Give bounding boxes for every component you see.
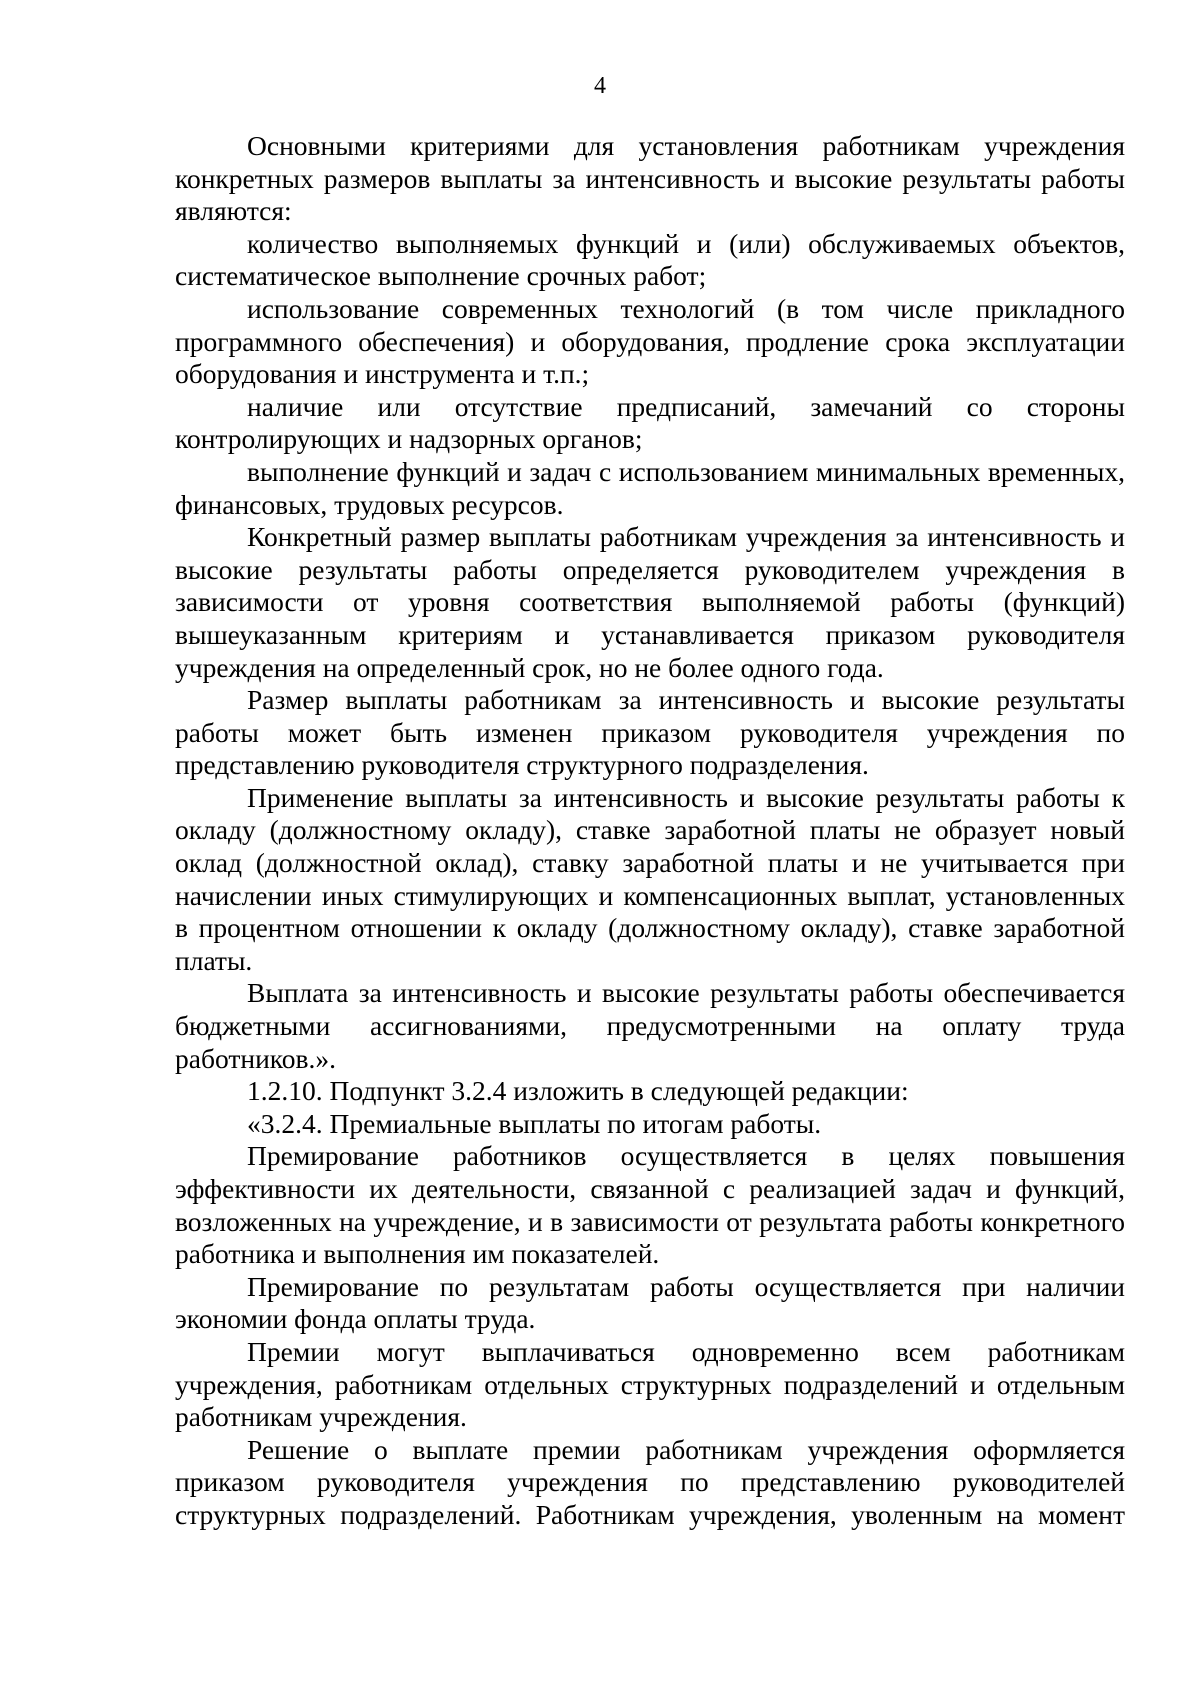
paragraph-bonus-savings: Премирование по результатам работы осуществляется при наличии экономии фонда оплаты труда. — [175, 1270, 1125, 1335]
paragraph-bonus-recipients: Премии могут выплачиваться одновременно всем работникам учреждения, работникам отдельных структурных подразделений и отдельным работникам учреждения. — [175, 1335, 1125, 1433]
paragraph-criteria-intro: Основными критериями для установления работникам учреждения конкретных размеров выплаты за интенсивность и высокие результаты работы являются: — [175, 130, 1125, 227]
paragraph-payment-application: Применение выплаты за интенсивность и высокие результаты работы к окладу (должностному окладу), ставке заработной платы не образует новый оклад (должностной оклад), ставку заработной платы и не учитывается при начислении иных стимулирующих и компенсационных выплат, установленных в процентном отношении к окладу (должностному окладу), ставке заработной платы. — [175, 781, 1125, 976]
page-number: 4 — [594, 73, 606, 99]
paragraph-bonus-purpose: Премирование работников осуществляется в целях повышения эффективности их деятельности, связанной с реализацией задач и функций, возложенных на учреждение, и в зависимости от результата работы конкретного работника и выполнения им показателей. — [175, 1140, 1125, 1270]
paragraph-criteria-functions: количество выполняемых функций и (или) обслуживаемых объектов, систематическое выполнение срочных работ; — [175, 227, 1125, 292]
paragraph-criteria-resources: выполнение функций и задач с использованием минимальных временных, финансовых, трудовых ресурсов. — [175, 455, 1125, 520]
paragraph-subclause-1-2-10: 1.2.10. Подпункт 3.2.4 изложить в следующей редакции: — [247, 1075, 909, 1107]
paragraph-payment-funding: Выплата за интенсивность и высокие результаты работы обеспечивается бюджетными ассигнованиями, предусмотренными на оплату труда работников.». — [175, 977, 1125, 1074]
paragraph-criteria-inspections: наличие или отсутствие предписаний, замечаний со стороны контролирующих и надзорных органов; — [175, 390, 1125, 455]
document-body — [175, 130, 1125, 1532]
paragraph-payment-size: Конкретный размер выплаты работникам учреждения за интенсивность и высокие результаты работы определяется руководителем учреждения в зависимости от уровня соответствия выполняемой работы (функций) вышеуказанным критериям и устанавливается приказом руководителя учреждения на определенный срок, но не более одного года. — [175, 521, 1125, 683]
paragraph-bonus-decision: Решение о выплате премии работникам учреждения оформляется приказом руководителя учреждения по представлению руководителей структурных подразделений. Работникам учреждения, уволенным на момент — [175, 1433, 1125, 1530]
paragraph-payment-change: Размер выплаты работникам за интенсивность и высокие результаты работы может быть изменен приказом руководителя учреждения по представлению руководителя структурного подразделения. — [175, 684, 1125, 781]
paragraph-criteria-technologies: использование современных технологий (в том числе прикладного программного обеспечения) и оборудования, продление срока эксплуатации оборудования и инструмента и т.п.; — [175, 292, 1125, 390]
paragraph-subclause-3-2-4-title: «3.2.4. Премиальные выплаты по итогам работы. — [247, 1107, 822, 1139]
